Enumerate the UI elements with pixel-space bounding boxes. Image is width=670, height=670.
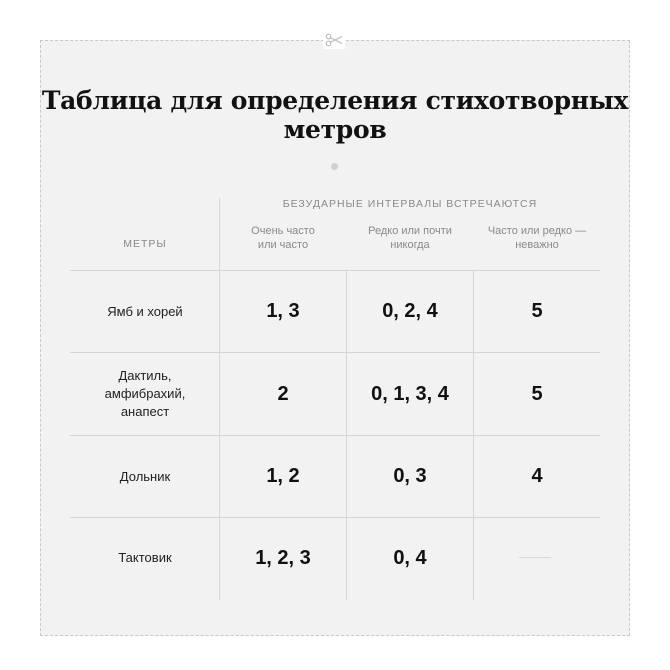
intervals-group-header: БЕЗУДАРНЫЕ ИНТЕРВАЛЫ ВСТРЕЧАЮТСЯ [282,198,538,210]
table-cell: 0, 2, 4 [382,300,438,322]
table-cell: 5 [531,300,543,322]
table-cell: 1, 2 [266,465,300,487]
column-header [347,224,473,252]
table-cell: 0, 3 [393,465,427,487]
column-header-line: или часто [257,239,309,251]
row-label: Дольник [119,468,171,484]
row-label: Тактовик [118,550,172,565]
table-cell: 2 [277,382,289,405]
column-header-line: никогда [390,239,430,251]
column-header-line: Часто или редко — [487,225,587,237]
table-cell: 1, 3 [266,300,300,322]
table-cell: 1, 2, 3 [255,546,311,569]
scissors-icon [323,31,345,49]
divider-dot [331,163,338,170]
table-cell: 0, 1, 3, 4 [371,382,449,405]
column-header [220,224,346,252]
empty-cell-dash [519,557,551,558]
table-cell: 4 [531,465,543,487]
table-cell: 5 [531,382,543,405]
row-label: Ямб и хорей [107,303,183,319]
column-header [474,224,600,252]
meters-column-header: МЕТРЫ [123,238,167,250]
row-label-text: Дактиль, амфибрахий, анапест [104,368,186,419]
row-label [70,353,220,435]
table-cell: 0, 4 [393,546,427,569]
column-header-line: неважно [515,239,559,251]
column-header-line: Редко или почти [368,225,452,237]
column-header-line: Очень часто [251,225,315,237]
page-title: Таблица для определения стихотворных метров [41,86,629,144]
